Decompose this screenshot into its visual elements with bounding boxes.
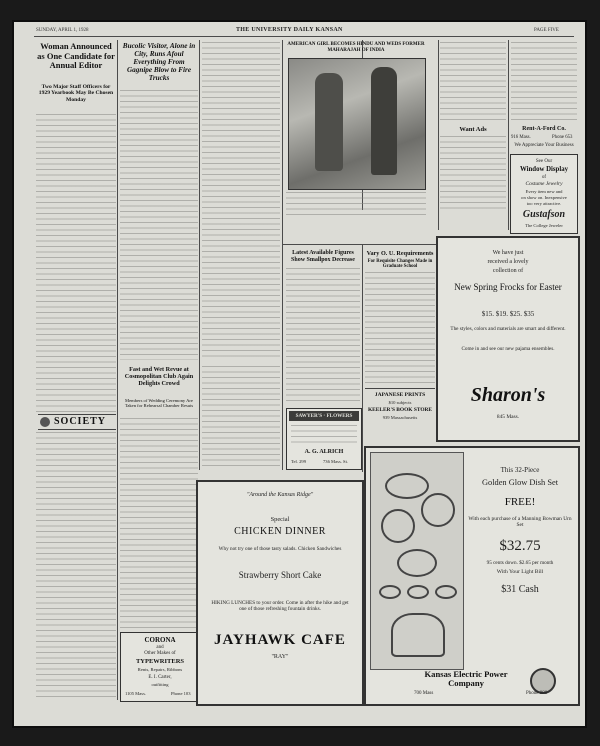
cup-icon (435, 585, 457, 599)
plate-icon (421, 493, 455, 527)
society-emblem-icon (40, 417, 50, 427)
kepco-intro: This 32-Piece (500, 466, 540, 474)
kepco-bill: With Your Light Bill (496, 569, 544, 575)
rent-ford-name: Rent-A-Ford Co. (522, 126, 566, 132)
jayhawk-cafe-ad (196, 480, 364, 706)
alrich-phone: Tel. 299 (291, 459, 306, 464)
corona-line6: outfitting (151, 682, 169, 687)
kepco-price: $32.75 (499, 538, 541, 554)
jayhawk-ray: "RAY" (271, 654, 289, 660)
col1-body-text (36, 114, 116, 412)
alrich-ad (286, 408, 362, 470)
gustafson-see: See Our (535, 159, 553, 164)
col7-body-text (511, 42, 577, 122)
column-rule (362, 244, 363, 472)
col3-body-text (202, 42, 280, 360)
photo-figure-man (371, 67, 397, 175)
varsity-text (365, 272, 435, 384)
gustafson-l1: Every item new and (525, 189, 563, 194)
sharons-l2: received a lovely (487, 259, 529, 265)
plate-icon (381, 509, 415, 543)
jayhawk-salads: Why not try one of those tasty salads. Chicken Sandwiches (218, 546, 342, 552)
want-ads-text (440, 136, 506, 212)
keelers-title: JAPANESE PRINTS (374, 392, 426, 398)
masthead-title: THE UNIVERSITY DAILY KANSAN (236, 27, 343, 33)
corona-line2: Other Makes of (144, 651, 176, 656)
jayhawk-dinner: CHICKEN DINNER (234, 526, 326, 537)
varsity-headline: Vary O. U. Requirements (366, 250, 434, 257)
col2-story2-text (120, 418, 198, 628)
col1-subhead: Two Major Staff Officers for 1929 Yearbook May Be Chosen Monday (38, 84, 114, 103)
corona-phone: Phone 103 (171, 691, 191, 696)
photo-figure-woman (315, 73, 343, 171)
gustafson-item: Costume Jewelry (525, 181, 563, 187)
col2-headline: Bucolic Visitor, Alone in City, Runs Afoul Everything From Gagnipe Blow to Fire Trucks (122, 42, 196, 82)
col1-headline: Woman Announced as One Candidate for Annual Editor (37, 41, 115, 70)
column-rule (282, 40, 283, 470)
corona-title: CORONA (144, 636, 176, 644)
newspaper-sheet (14, 22, 585, 726)
sharons-prices: $15. $19. $25. $35 (481, 310, 535, 318)
kepco-with: With each purchase of a Manning Bowman Urn Set (468, 516, 572, 529)
col2-story2-subhead: Members of Wedding Ceremony Are Taken for Rehearsal Chamber Resuts (124, 398, 194, 409)
alrich-name: A. G. ALRICH (304, 449, 344, 455)
corona-line4: Rents, Repairs, Ribbons (137, 667, 183, 672)
col3-lower-text (202, 366, 280, 470)
sharons-l3: collection of (492, 268, 524, 274)
kepco-company: Kansas Electric Power Company (424, 669, 508, 688)
gustafson-foot: The College Jeweler (525, 223, 563, 228)
kepco-ad (364, 446, 580, 706)
gustafson-title: Window Display (519, 166, 569, 173)
corona-line5: E. I. Carter, (148, 675, 172, 680)
sharons-styles: The styles, colors and materials are smart and different. (450, 326, 566, 332)
sharons-brand: Sharon's (470, 384, 546, 406)
gustafson-l2: on show on. Inexpensive (521, 195, 567, 200)
alrich-banner: SAWYER'S · FLOWERS (289, 411, 359, 421)
gustafson-ad (510, 154, 578, 234)
sharons-address: 845 Mass. (496, 414, 520, 420)
kepco-down: 95 cents down. $2.65 per month (486, 560, 554, 566)
appreciate-line: We Appreciate Your Business (514, 143, 574, 148)
dish-set-illustration (370, 452, 464, 670)
jayhawk-name: JAYHAWK CAFE (214, 632, 346, 648)
rent-ford-phone: Phone 653 (552, 135, 573, 140)
photo-couple (288, 58, 426, 190)
column-rule (117, 40, 118, 700)
alrich-address: 736 Mass. St. (323, 459, 349, 464)
masthead-rule (34, 36, 574, 37)
column-rule (508, 40, 509, 230)
sharons-title: New Spring Frocks for Easter (454, 282, 562, 292)
gustafson-brand: Gustafson (522, 209, 566, 220)
smallpox-headline: Latest Available Figures Show Smallpox Decrease (291, 250, 355, 263)
cup-icon (407, 585, 429, 599)
kepco-address: 700 Mass (414, 691, 434, 696)
masthead-date: SUNDAY, APRIL 1, 1928 (36, 28, 89, 33)
society-banner (38, 414, 116, 430)
urn-icon (391, 613, 445, 657)
society-heading: SOCIETY (54, 416, 107, 427)
column-rule (438, 40, 439, 230)
platter-icon (385, 473, 429, 499)
sharons-ad (436, 236, 580, 442)
sharons-l1: We have just (492, 250, 524, 256)
corona-line1: and (156, 645, 164, 650)
keelers-ad (365, 388, 435, 427)
corona-address: 1105 Mass. (125, 691, 147, 696)
gustafson-l3: too very attractive. (526, 201, 562, 206)
keelers-sub: $10 subjects (388, 400, 412, 405)
corona-ad (120, 632, 200, 702)
bowl-icon (397, 549, 437, 577)
smallpox-text (286, 268, 360, 402)
photo-caption-head: AMERICAN GIRL BECOMES HINDU AND WEDS FORMER MAHARAJAH OF INDIA (287, 42, 425, 53)
keelers-name: KEELER'S BOOK STORE (367, 407, 432, 413)
kepco-free: FREE! (504, 496, 536, 508)
masthead-page: PAGE FIVE (534, 28, 559, 33)
col1-society-text (36, 432, 116, 700)
want-ads-heading: Want Ads (459, 126, 487, 133)
column-rule (199, 40, 200, 470)
col6-body-text (440, 42, 506, 122)
rent-ford-address: 916 Mass. (511, 135, 531, 140)
col2-body-text (120, 90, 198, 360)
jayhawk-hiking: HIKING LUNCHES to your order. Come in after the hike and get one of those refreshing fountain drinks. (211, 600, 349, 613)
cup-icon (379, 585, 401, 599)
keelers-address: 939 Massachusetts (382, 415, 418, 420)
photo-caption-text (286, 192, 426, 218)
jayhawk-special: Special (270, 516, 290, 523)
gustafson-of: of (542, 175, 546, 180)
alrich-text (291, 425, 357, 447)
varsity-subhead: For Requisite Changes Made in Graduate School (367, 259, 433, 270)
kepco-title: Golden Glow Dish Set (481, 478, 559, 487)
kepco-phone: Phone 880 (526, 691, 548, 696)
sharons-pajamas: Come in and see our new pajama ensembles. (461, 346, 555, 352)
jayhawk-shortcake: Strawberry Short Cake (238, 570, 322, 580)
kepco-cash: $31 Cash (501, 584, 539, 595)
jayhawk-tagline: "Around the Kansas Ridge" (246, 492, 314, 498)
col2-story2-headline: Fast and Wet Revue at Cosmopolitan Club Again Delights Crowd (124, 366, 194, 387)
corona-line3: TYPEWRITERS (135, 658, 185, 665)
